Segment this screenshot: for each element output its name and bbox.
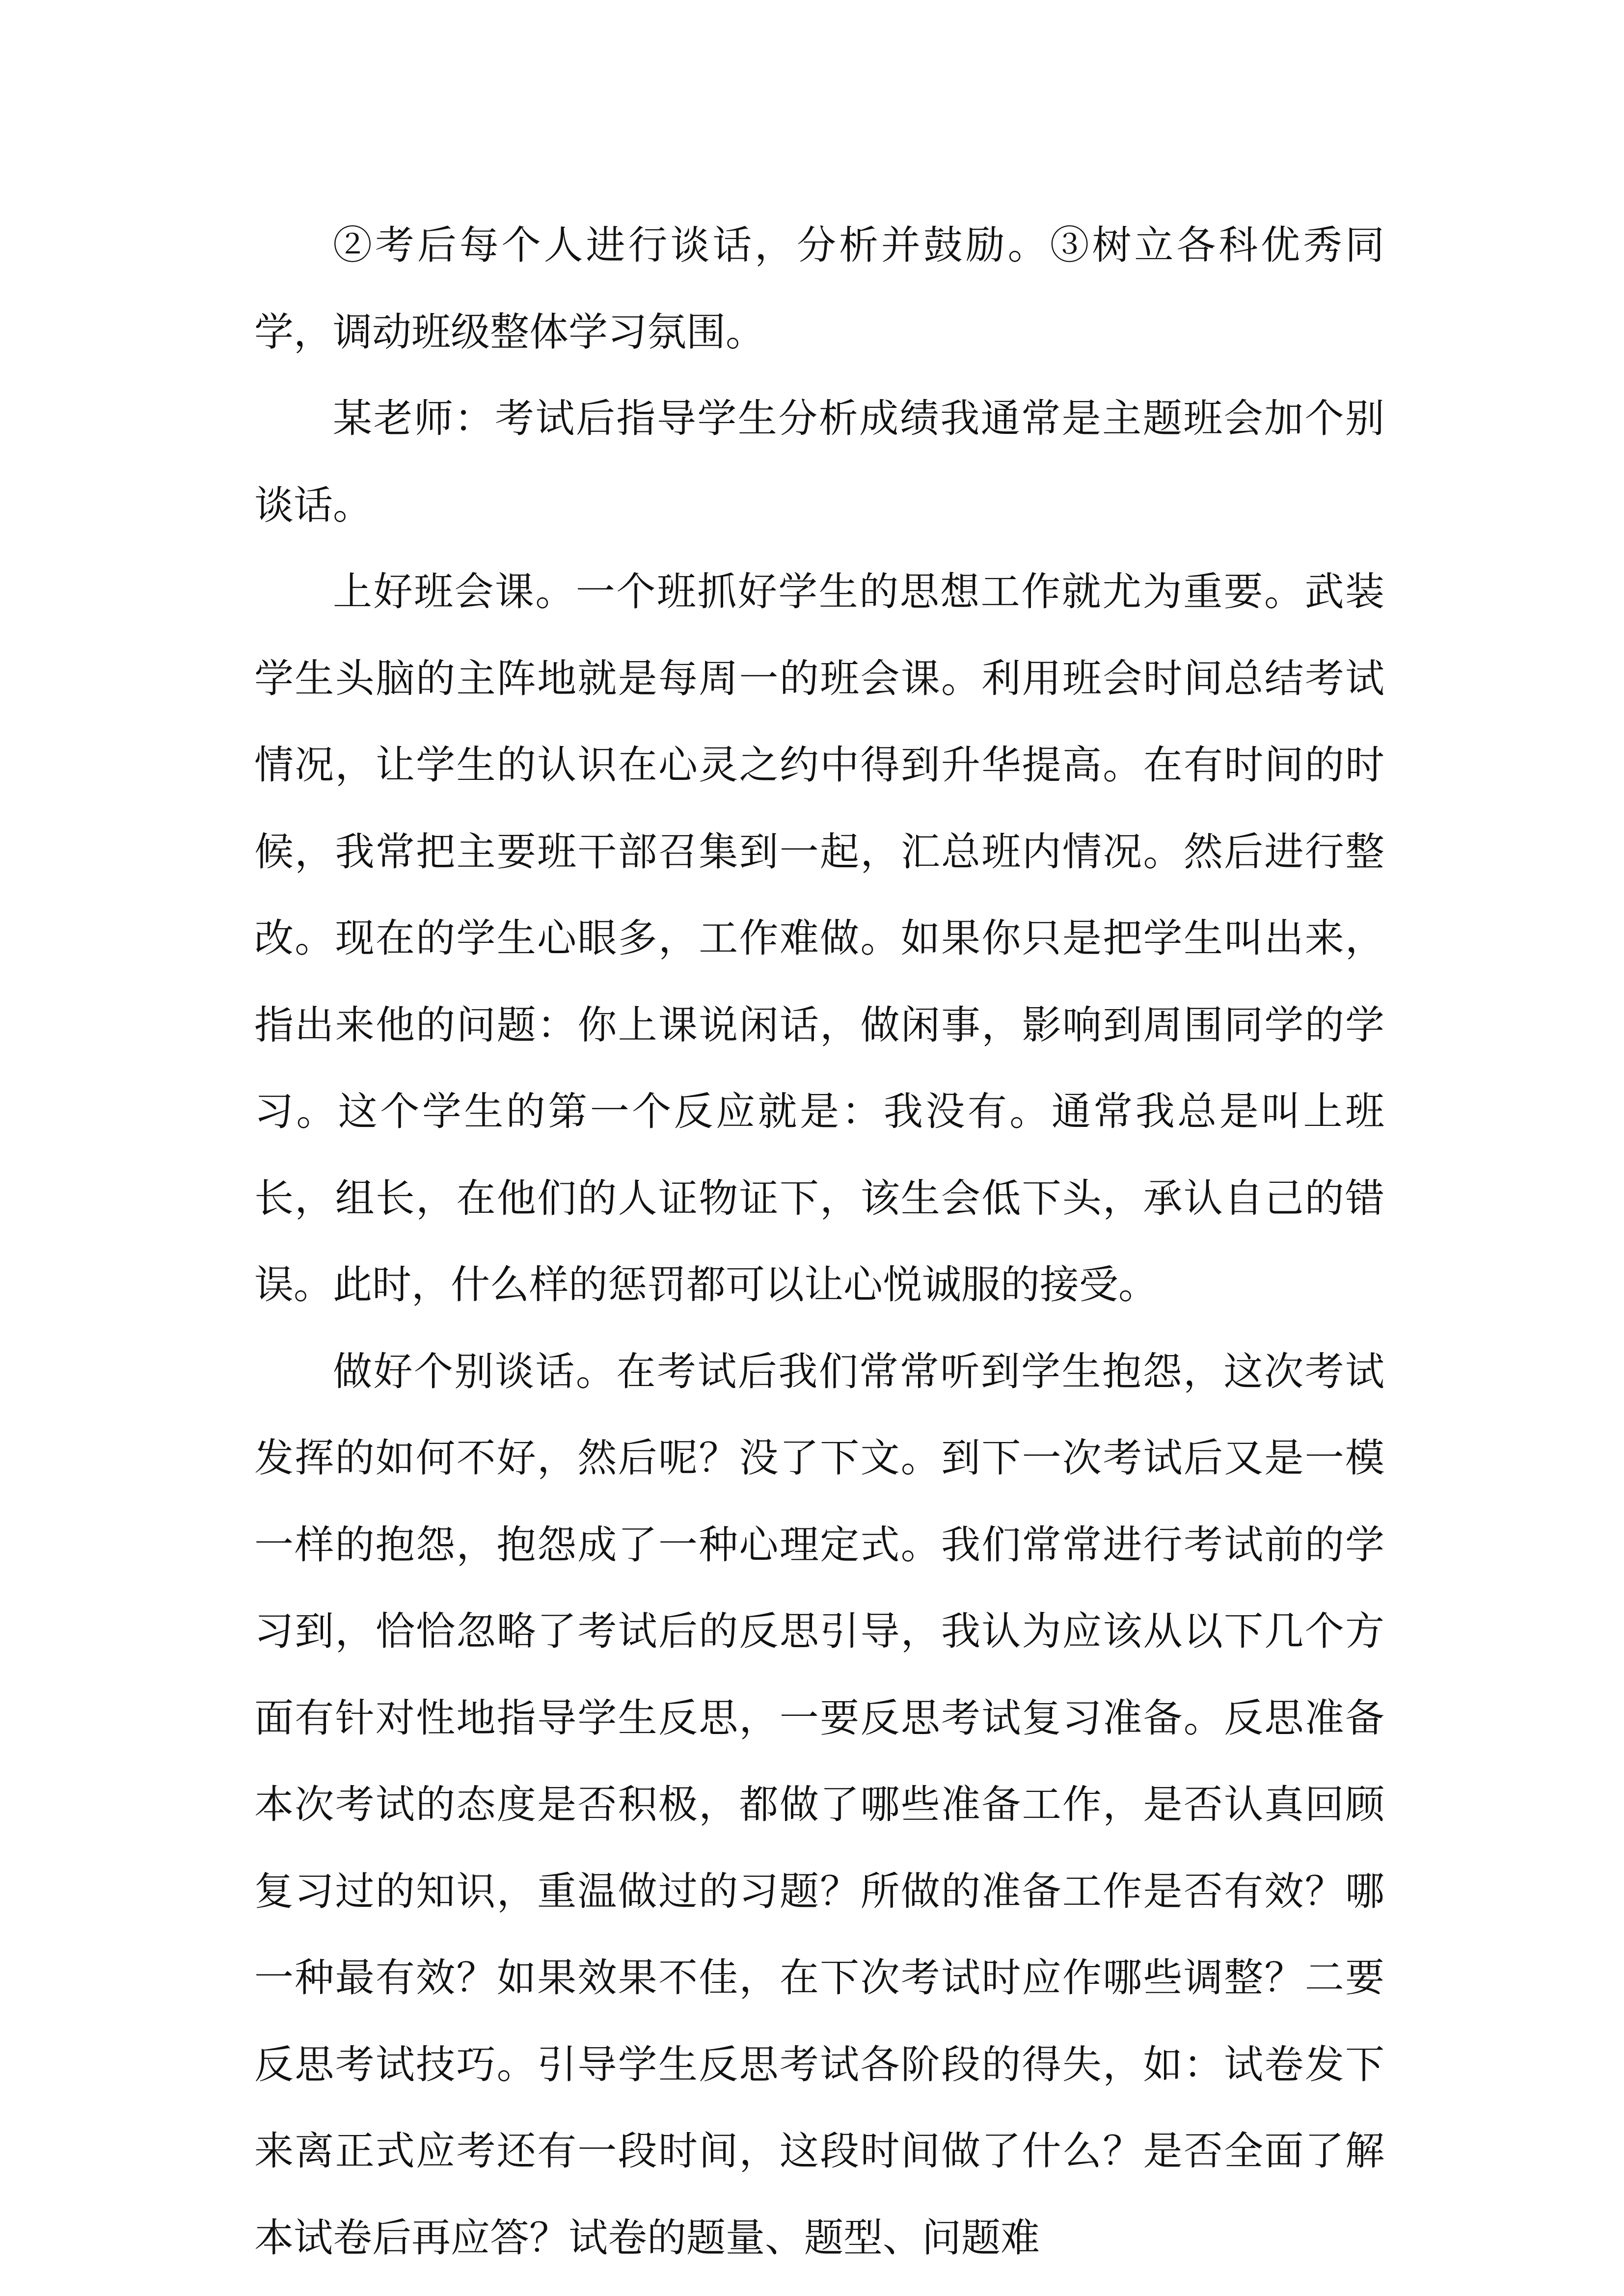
document-body [254, 202, 1384, 2281]
paragraph-4: 做好个别谈话。在考试后我们常常听到学生抱怨，这次考试发挥的如何不好，然后呢？没了下文。到下一次考试后又是一模一样的抱怨，抱怨成了一种心理定式。我们常常进行考试前的学习到，恰恰忽略了考试后的反思引导，我认为应该从以下几个方面有针对性地指导学生反思，一要反思考试复习准备。反思准备本次考试的态度是否积极，都做了哪些准备工作，是否认真回顾复习过的知识，重温做过的习题？所做的准备工作是否有效？哪一种最有效？如果效果不佳，在下次考试时应作哪些调整？二要反思考试技巧。引导学生反思考试各阶段的得失，如：试卷发下来离正式应考还有一段时间，这段时间做了什么？是否全面了解本试卷后再应答？试卷的题量、题型、问题难 [254, 1348, 1384, 2261]
paragraph-3: 上好班会课。一个班抓好学生的思想工作就尤为重要。武装学生头脑的主阵地就是每周一的班会课。利用班会时间总结考试情况，让学生的认识在心灵之约中得到升华提高。在有时间的时候，我常把主要班干部召集到一起，汇总班内情况。然后进行整改。现在的学生心眼多，工作难做。如果你只是把学生叫出来，指出来他的问题：你上课说闲话，做闲事，影响到周围同学的学习。这个学生的第一个反应就是：我没有。通常我总是叫上班长，组长，在他们的人证物证下，该生会低下头，承认自己的错误。此时，什么样的惩罚都可以让心悦诚服的接受。 [254, 569, 1384, 1308]
paragraph-2: 某老师：考试后指导学生分析成绩我通常是主题班会加个别谈话。 [254, 396, 1384, 528]
paragraph-1: ②考后每个人进行谈话，分析并鼓励。③树立各科优秀同学，调动班级整体学习氛围。 [254, 222, 1384, 355]
